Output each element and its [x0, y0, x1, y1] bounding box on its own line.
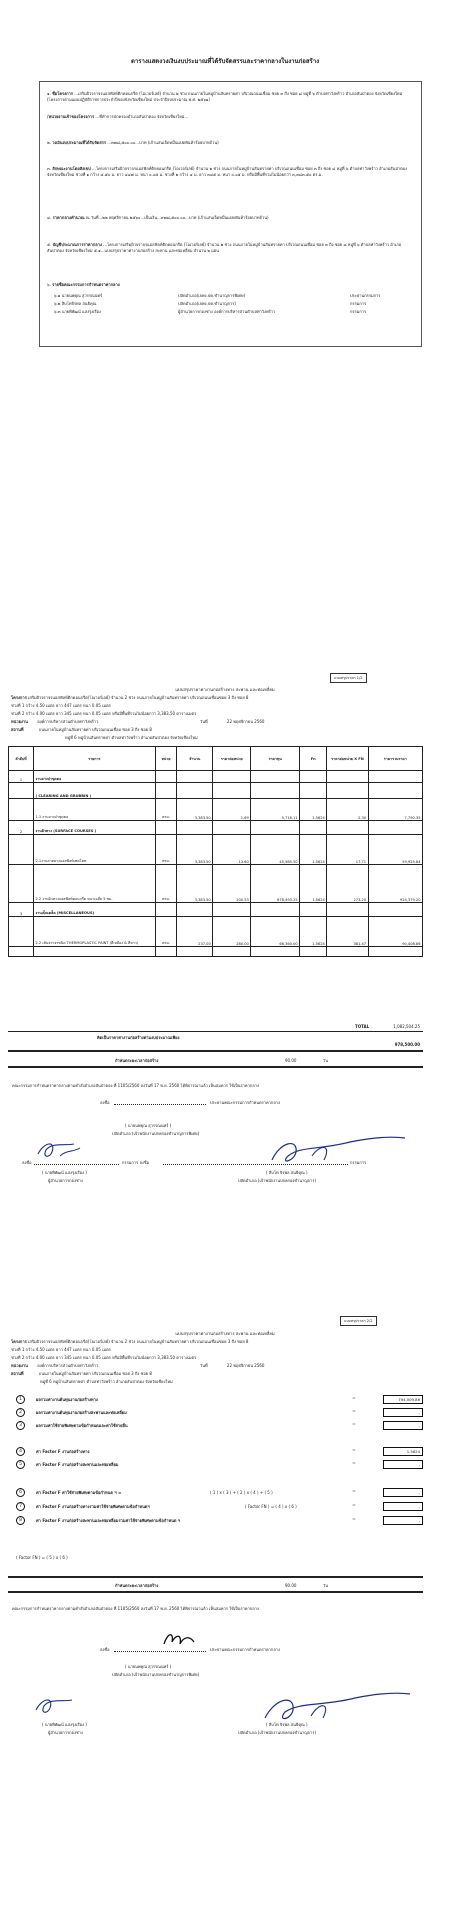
cell-empty: [368, 947, 422, 957]
cell-unit: ตรม.: [155, 865, 177, 903]
committee-1: [54, 293, 102, 298]
cell-empty: [300, 947, 327, 957]
item-number-circle: 2: [16, 1408, 25, 1417]
cell-item: 2.2 เส้นจราจรชนิด THERMOPLASTIC PAINT (สีเหลือง & สีขาว): [33, 917, 155, 947]
cell-qty: 237.00: [177, 917, 213, 947]
sig-position: ผู้อำนวยการกองช่าง: [48, 1730, 83, 1735]
cell-item: 2.2 งานผิวทางแอสฟัลท์คอนกรีต หนาเฉลี่ย 5 ซม.: [33, 865, 155, 903]
cell-qty: [177, 771, 213, 783]
item-number: ๕.: [47, 242, 52, 247]
summary-value: -: [383, 1502, 423, 1511]
table-header-row: [9, 747, 423, 771]
summary-value: 794,009.86: [383, 1395, 423, 1404]
cell-price: [213, 771, 251, 783]
duration-label: กำหนดระยะเวลาก่อสร้าง: [115, 1583, 159, 1588]
place-line: [11, 727, 152, 732]
formula-7: ( Factor FN ) = ( 4 ) x ( 6 ): [245, 1504, 297, 1509]
summary-label: ค่า Factor F งานก่อสร้างทางรวมค่าใช้จ่ายพิเศษตามข้อกำหนดฯ: [36, 1504, 150, 1509]
summary-label: ค่า Factor F งานก่อสร้างสะพานและท่อเหลี่ยมรวมค่าใช้จ่ายพิเศษตามข้อกำหนด ฯ: [36, 1518, 181, 1523]
unit-label: หน่วยงาน: [11, 719, 28, 724]
cell-item: ( CLEARING AND GRUBBIN ): [33, 783, 155, 799]
committee-note: คณะกรรมการกำหนดราคากลางตามคำสั่งอำเภอสันป่าตอง ที่ 1105/2560 ลงวันที่ 17 พ.ย. 2560 ได้พิจารณาแล้ว เห็นสมควร ใช้เป็นราคากลาง: [12, 1083, 259, 1088]
committee-position: ปลัดอำเภอ(เจพง.ปค.ชำนาญการ): [178, 301, 236, 306]
table-row: [9, 917, 423, 947]
committee-no: ๖.๑: [54, 293, 61, 298]
page2-heading: แบบสรุปราคาค่างานก่อสร้างทาง สะพาน และท่อเหลี่ยม: [175, 687, 275, 692]
item-5: [47, 242, 417, 253]
committee-name: สิบโทจิรพล สนธิคุณ: [61, 301, 97, 306]
equals-sign: =: [352, 1422, 356, 1427]
cell-fn: [300, 821, 327, 835]
sig-name: ( สิบโท จิรพล สนธิคุณ ): [266, 1170, 308, 1175]
cell-total: 90,408.86: [368, 917, 422, 947]
cell-unitfn: [327, 771, 368, 783]
item-number: ๓.: [47, 166, 52, 171]
sig-label: ลงชื่อ: [100, 1647, 110, 1652]
date-label: วันที่: [200, 1363, 208, 1368]
cell-empty: [251, 947, 300, 957]
cell-no: [9, 865, 34, 903]
project-line: [11, 1339, 248, 1344]
sig-position: ปลัดอำเภอ (เจ้าพนักงานปกครองชำนาญการ): [238, 1178, 317, 1183]
item-text: ...โครงการเสริมผิวจราจรแอสฟัลท์ติกคอนกรีต (โอเวอร์เลย์) จำนวน ๒ ช่วง ถนนภายในหมู่บ้านสันทรายค่า บริเวณถนนเชื่อม ซอย ๓ ถึง ซอย ๘ หมู่ที่ ๖ ตำบลท่าวังพร้าว อำเภอสันป่าตอง จังหวัดเชียงใหม่ ช่วงที่ ๑ กว้าง ๔.๕๐ ม. ยาว ๔๔๗ ม. หนา ๐.๐๕ ม. ช่วงที่ ๒ กว้าง ๔ ม. ยาว ๓๔๕ ม. หนา ๐.๐๕ ม. หรือมีพื้นที่รวมไม่น้อยกว่า ๓,๓๘๓.๕๐ ตร.ม.: [47, 166, 408, 177]
sig-name: ( นายพิพัฒน์ แสงรุ่งเรือง ): [42, 1722, 87, 1727]
unit-line: [11, 1363, 98, 1368]
table-row: [9, 799, 423, 821]
page-tag: แบบสรุปราคา 2/2: [340, 1316, 377, 1326]
committee-no: ๖.๒: [54, 301, 61, 306]
summary-label: ค่า Factor F งานก่อสร้างสะพานและท่อเหลี่ยม: [36, 1462, 119, 1467]
committee-2: [54, 301, 96, 306]
section1-line: ช่วงที่ 1 กว้าง 4.50 เมตร ยาว 447 เมตร หนา 0.05 เมตร: [11, 703, 111, 708]
date-value: 22 พฤศจิกายน 2560: [226, 719, 265, 724]
col-header: หน่วย: [155, 747, 177, 771]
committee-note: คณะกรรมการกำหนดราคากลางตามคำสั่งอำเภอสันป่าตอง ที่ 1105/2560 ลงวันที่ 17 พ.ย. 2560 ได้พิจารณาแล้ว เห็นสมควร ใช้เป็นราคากลาง: [12, 1606, 259, 1611]
cell-no: [9, 917, 34, 947]
col-header: ราคารวมราคา: [368, 747, 422, 771]
item-4: [47, 215, 417, 221]
item-6: [47, 282, 417, 288]
col-header: ราคาทุน: [251, 747, 300, 771]
cell-no: [9, 799, 34, 821]
committee-role: กรรมการ: [350, 301, 367, 306]
item-number-circle: 3: [16, 1421, 25, 1430]
equals-sign: =: [352, 1461, 356, 1466]
cell-price: 13.60: [213, 835, 251, 865]
sum-value: 978,500.00: [394, 1042, 420, 1047]
cell-fn: 1.5624: [300, 917, 327, 947]
equals-sign: =: [352, 1396, 356, 1401]
cell-price: [213, 903, 251, 917]
section1-line: ช่วงที่ 1 กว้าง 4.50 เมตร ยาว 447 เมตร หนา 0.05 เมตร: [11, 1347, 111, 1352]
cell-price: [213, 821, 251, 835]
section2-line: ช่วงที่ 2 กว้าง 4.00 เมตร ยาว 345 เมตร หนา 0.05 เมตร หรือมีพื้นที่รวมไม่น้อยกว่า 3,383.50 ตารางเมตร: [11, 711, 197, 716]
cell-qty: [177, 903, 213, 917]
item-number: ๒.: [47, 140, 51, 145]
equals-sign: =: [352, 1517, 356, 1522]
cell-cost: [251, 903, 300, 917]
summary-label: ผลรวมค่างานต้นทุนงานก่อสร้างสะพานและท่อเหลี่ยม: [36, 1410, 127, 1415]
cell-qty: [177, 821, 213, 835]
cell-unitfn: 273.20: [327, 865, 368, 903]
summary-value: -: [383, 1408, 423, 1417]
cell-item: งานถางป่าขุดตอ: [33, 771, 155, 783]
place-line-2: หมู่ที่ 6 หมู่บ้านสันทรายค่า ตำบลท่าวังพร้าว อำเภอสันป่าตอง จังหวัดเชียงใหม่: [40, 1379, 173, 1384]
item-number: ๑.: [47, 91, 51, 96]
page1-title: ตารางแสดงวงเงินงบประมาณที่ได้รับจัดสรรและราคากลางในงานก่อสร้าง: [130, 58, 320, 65]
item-number-circle: 7: [16, 1502, 25, 1511]
item-text: ...เสริมผิวจราจรแอสฟัลท์ติกคอนกรีต (โอเวอร์เลย์) จำนวน ๒ ช่วง ถนนภายในหมู่บ้านสันทรายค่า บริเวณถนนเชื่อม ซอย ๓ ถึง ซอย ๘ หมู่ที่ ๖ ตำบลท่าวังพร้าว อำเภอสันป่าตอง จังหวัดเชียงใหม่ (โครงการตามแผนปฏิบัติราชการประจำปีของจังหวัดเชียงใหม่ ประจำปีงบประมาณ พ.ศ. ๒๕๖๑): [47, 91, 403, 102]
cell-cost: 66,360.00: [251, 917, 300, 947]
equals-sign: =: [352, 1409, 356, 1414]
unit-value: องค์การบริหารส่วนตำบลท่าวังพร้าว: [37, 1363, 99, 1368]
duration-value: 90.00: [285, 1058, 297, 1063]
sig-name: ( สิบโท จิรพล สนธิคุณ ): [266, 1722, 308, 1727]
place-value: ถนนภายในหมู่บ้านสันทรายค่า บริเวณถนนเชื่อม ซอย 3 ถึง ซอย 8: [38, 727, 152, 732]
divider-double: [8, 1066, 423, 1068]
cell-no: [9, 783, 34, 799]
cell-empty: [155, 947, 177, 957]
sig-line: [114, 1104, 206, 1105]
formula-6: ( 1 ) x ( 3 ) + ( 2 ) x ( 4 ) + ( 5 ): [210, 1490, 273, 1495]
unit-line: [11, 719, 98, 724]
signature-scribble: [260, 1132, 410, 1168]
cell-no: [9, 835, 34, 865]
item-text: ...โครงการเสริมผิวจราจรแอสฟัลท์ติกคอนกรีต (โอเวอร์เลย์) จำนวน ๒ ช่วง ถนนภายในหมู่บ้านสันทรายค่า บริเวณถนนเชื่อม ซอย ๓ ถึง ซอย ๘ หมู่ที่ ๖ ตำบลท่าวังพร้าว อำเภอสันป่าตอง จังหวัดเชียงใหม่ ๕.๑...แบบสรุปราคาค่างานก่อสร้าง สะพาน และท่อเหลี่ยม จำนวน ๒ แผ่น: [47, 242, 402, 253]
col-header: ราคาต่อหน่วย X FN: [327, 747, 368, 771]
date-label: วันที่: [200, 719, 208, 724]
item-number-circle: 4: [16, 1447, 25, 1456]
committee-position: ผู้อำนวยการกองช่าง องค์การบริหารส่วนตำบลท่าวังพร้าว: [178, 309, 276, 314]
cell-qty: 3,383.50: [177, 799, 213, 821]
item-label: บัญชีประมาณการราคากลาง: [52, 242, 102, 247]
divider: [8, 1031, 423, 1032]
item-3: [47, 166, 417, 177]
date-line: [200, 1363, 264, 1368]
cell-cost: 678,493.25: [251, 865, 300, 903]
cell-fn: 1.5624: [300, 865, 327, 903]
cell-cost: [251, 783, 300, 799]
committee-name: นายนพคุณ สุวรรณนทร์: [61, 293, 103, 298]
col-header: รายการ: [33, 747, 155, 771]
table-row: [9, 865, 423, 903]
summary-label: ผลรวมค่างานต้นทุนงานก่อสร้างทาง: [36, 1397, 98, 1402]
item-label: ราคากลางคำนวณ: [52, 215, 85, 220]
item-number: ๖.: [47, 282, 51, 287]
cell-empty: [33, 947, 155, 957]
sig-label: ลงชื่อ: [22, 1160, 32, 1165]
duration-label: กำหนดระยะเวลาก่อสร้าง: [115, 1058, 159, 1063]
project-label: โครงการ: [11, 1339, 27, 1344]
cell-unitfn: [327, 903, 368, 917]
item-label: ชื่อโครงการ: [52, 91, 73, 96]
cell-total: [368, 771, 422, 783]
cell-no: 3: [9, 903, 34, 917]
cell-cost: 5,718.11: [251, 799, 300, 821]
sig-role: กรรมการ: [350, 1160, 367, 1165]
signature-scribble: [255, 1690, 415, 1726]
cell-unitfn: 2.30: [327, 799, 368, 821]
cell-price: [213, 783, 251, 799]
committee-3: [54, 309, 101, 314]
committee-role: ประธานกรรมการ: [350, 293, 381, 298]
col-header: จำนวน: [177, 747, 213, 771]
signature-scribble-chair: [160, 1628, 200, 1650]
duration-unit: วัน: [323, 1058, 328, 1063]
cell-cost: [251, 821, 300, 835]
cell-cost: 45,985.50: [251, 835, 300, 865]
committee-no: ๖.๓: [54, 309, 61, 314]
project-text: เสริมผิวจราจรแอสฟัลท์ติกคอนกรีต(โอเวอร์เลย์) จำนวน 2 ช่วง ถนนภายในหมู่บ้านสันทรายค่า บริเวณถนนเชื่อมซอย 3 ถึง ซอย 8: [28, 1339, 249, 1344]
section2-line: ช่วงที่ 2 กว้าง 4.00 เมตร ยาว 345 เมตร หนา 0.05 เมตร หรือมีพื้นที่รวมไม่น้อยกว่า 3,383.50 ตารางเมตร: [11, 1355, 197, 1360]
cell-fn: [300, 783, 327, 799]
item-number-circle: 1: [16, 1395, 25, 1404]
project-line: [11, 695, 248, 700]
duration-unit: วัน: [323, 1583, 328, 1588]
divider-double: [8, 1591, 423, 1593]
cell-empty: [327, 947, 368, 957]
cell-fn: [300, 903, 327, 917]
cell-unit: [155, 903, 177, 917]
cell-item: งานผิวทาง (SURFACE COURSES ): [33, 821, 155, 835]
duration-value: 90.00: [285, 1583, 297, 1588]
col-header: ลำดับที่: [9, 747, 34, 771]
divider-double: [8, 1050, 423, 1052]
sig-role: กรรมการ ลงชื่อ: [122, 1160, 149, 1165]
summary-value: -: [383, 1421, 423, 1430]
table-row: [9, 903, 423, 917]
table-row: [9, 835, 423, 865]
cell-unitfn: [327, 821, 368, 835]
equals-sign: =: [352, 1489, 356, 1494]
table-row: [9, 771, 423, 783]
sig-name: ( นายนพคุณ สุวรรณนทร์ ): [125, 1664, 172, 1669]
summary-label: ค่า Factor F ค่าใช้จ่ายพิเศษตามข้อกำหนด ฯ =: [36, 1490, 122, 1495]
cell-unit: [155, 821, 177, 835]
divider-double: [8, 1576, 423, 1578]
item-1b: [47, 114, 417, 120]
cell-price: 200.53: [213, 865, 251, 903]
unit-value: องค์การบริหารส่วนตำบลท่าวังพร้าว: [37, 719, 99, 724]
signature-scribble-left: [30, 1136, 90, 1162]
summary-value: 1.5624: [383, 1447, 423, 1456]
cell-no: 1: [9, 771, 34, 783]
item-number-circle: 8: [16, 1516, 25, 1525]
item-2: [47, 140, 417, 146]
cell-total: 7,790.35: [368, 799, 422, 821]
signature-scribble-left: [28, 1692, 88, 1718]
cell-qty: [177, 783, 213, 799]
sum-label: คิดเป็นราคาค่างานก่อสร้างตามงบประมาณเพียง: [97, 1035, 180, 1040]
cell-unit: [155, 771, 177, 783]
sig-position: ปลัดอำเภอ (เจ้าพนักงานปกครองชำนาญการพิเศษ): [112, 1131, 200, 1136]
total-label: TOTAL: [355, 1024, 370, 1029]
place-label: สถานที่: [11, 727, 24, 732]
cell-empty: [213, 947, 251, 957]
summary-value: -: [383, 1516, 423, 1525]
equals-sign: =: [352, 1503, 356, 1508]
cell-no: 2: [9, 821, 34, 835]
cell-fn: 1.5624: [300, 799, 327, 821]
item-label: /หน่วยงานเจ้าของโครงการ: [47, 114, 95, 119]
sig-line: [163, 1164, 348, 1165]
page3-heading: แบบสรุปราคาค่างานก่อสร้างทาง สะพาน และท่อเหลี่ยม: [175, 1331, 275, 1336]
formula-8: ( Factor FN ) = ( 5 ) x ( 6 ): [16, 1555, 68, 1560]
cell-total: [368, 783, 422, 799]
item-text: ณ วันที่...๒๒ พฤศจิกายน ๒๕๖๐...เป็นเงิน...๙๗๘,๕๐๐.๐๐...บาท (เก้าแสนเจ็ดหมื่นแปดพันห้าร้อยบาทถ้วน): [85, 215, 269, 220]
cell-fn: [300, 771, 327, 783]
estimate-table: [8, 746, 423, 957]
equals-sign: =: [352, 1448, 356, 1453]
committee-name: นายพิพัฒน์ แสงรุ่งเรือง: [61, 309, 101, 314]
cell-unit: ตรม.: [155, 835, 177, 865]
table-row: [9, 783, 423, 799]
cell-total: 924,379.20: [368, 865, 422, 903]
cell-qty: 3,383.50: [177, 865, 213, 903]
item-label: รายชื่อคณะกรรมการกำหนดราคากลาง: [52, 282, 120, 287]
summary-value: -: [383, 1488, 423, 1497]
item-text: ...๓๗๘,๕๐๐.๐๐...บาท (เก้าแสนเจ็ดหมื่นแปดพันห้าร้อยบาทถ้วน): [107, 140, 219, 145]
cell-unitfn: 17.71: [327, 835, 368, 865]
item-label: ลักษณะงานโดยสังเขป: [52, 166, 91, 171]
place-value: ถนนภายในหมู่บ้านสันทรายค่า บริเวณถนนเชื่อม ซอย 3 ถึง ซอย 8: [38, 1371, 152, 1376]
cell-unit: ตรม.: [155, 799, 177, 821]
cell-total: [368, 903, 422, 917]
item-label: วงเงินงบประมาณที่ได้รับจัดสรร: [52, 140, 106, 145]
item-1: [47, 91, 417, 102]
sig-role: ประธานคณะกรรมการกำหนดราคากลาง: [210, 1100, 280, 1105]
place-line-2: หมู่ที่ 6 หมู่บ้านสันทรายค่า ตำบลท่าวังพร้าว อำเภอสันป่าตอง จังหวัดเชียงใหม่: [65, 735, 198, 740]
cell-qty: 3,383.50: [177, 835, 213, 865]
cell-price: 280.00: [213, 917, 251, 947]
sig-name: ( นายนพคุณ สุวรรณนทร์ ): [125, 1123, 172, 1128]
cell-unit: [155, 783, 177, 799]
sig-line: [34, 1164, 119, 1165]
sig-role: ประธานคณะกรรมการกำหนดราคากลาง: [210, 1647, 280, 1652]
item-number-circle: 5: [16, 1460, 25, 1469]
cell-total: 59,925.84: [368, 835, 422, 865]
project-label: โครงการ: [11, 695, 27, 700]
sig-label: ลงชื่อ: [100, 1100, 110, 1105]
sig-line: [114, 1651, 206, 1652]
date-line: [200, 719, 264, 724]
cell-item: งานเบ็ดเตล็ด (MISCELLANEOUS): [33, 903, 155, 917]
cell-unit: ตรม.: [155, 917, 177, 947]
committee-position: ปลัดอำเภอ(เจพง.ปค.ชำนาญการพิเศษ): [178, 293, 246, 298]
col-header: ราคาต่อหน่วย: [213, 747, 251, 771]
sig-position: ปลัดอำเภอ (เจ้าพนักงานปกครองชำนาญการพิเศษ): [112, 1672, 200, 1677]
cell-empty: [9, 947, 34, 957]
project-info-box: [39, 81, 422, 347]
cell-item: 1.1 งานถางป่าขุดตอ: [33, 799, 155, 821]
cell-price: 1.69: [213, 799, 251, 821]
table-row: [9, 947, 423, 957]
cell-empty: [177, 947, 213, 957]
item-text: ...ที่ทำการปกครองอำเภอสันป่าตอง จังหวัดเชียงใหม่...: [95, 114, 189, 119]
summary-label: ค่า Factor F งานก่อสร้างทาง: [36, 1449, 90, 1454]
page-tag: แบบสรุปราคา 1/2: [330, 673, 367, 683]
cell-unitfn: 381.47: [327, 917, 368, 947]
sig-name: ( นายพิพัฒน์ แสงรุ่งเรือง ): [42, 1170, 87, 1175]
committee-role: กรรมการ: [350, 309, 367, 314]
unit-label: หน่วยงาน: [11, 1363, 28, 1368]
project-text: เสริมผิวจราจรแอสฟัลท์ติกคอนกรีต(โอเวอร์เลย์) จำนวน 2 ช่วง ถนนภายในหมู่บ้านสันทรายค่า บริเวณถนนเชื่อมซอย 3 ถึง ซอย 8: [28, 695, 249, 700]
total-value: 1,082,504.25: [393, 1024, 420, 1029]
date-value: 22 พฤศจิกายน 2560: [226, 1363, 265, 1368]
col-header: Fn: [300, 747, 327, 771]
sig-position: ปลัดอำเภอ (เจ้าพนักงานปกครองชำนาญการ): [238, 1730, 317, 1735]
place-label: สถานที่: [11, 1371, 24, 1376]
cell-cost: [251, 771, 300, 783]
cell-fn: 1.5624: [300, 835, 327, 865]
cell-unitfn: [327, 783, 368, 799]
cell-total: [368, 821, 422, 835]
place-line: [11, 1371, 152, 1376]
item-number-circle: 6: [16, 1488, 25, 1497]
sig-position: ผู้อำนวยการกองช่าง: [48, 1178, 83, 1183]
summary-label: ผลรวมค่าใช้จ่ายพิเศษตามข้อกำหนดและค่าใช้จ่ายอื่น: [36, 1423, 128, 1428]
summary-value: -: [383, 1460, 423, 1469]
item-number: ๔.: [47, 215, 52, 220]
table-row: [9, 821, 423, 835]
cell-item: 2.1งานลาดยางแอสฟัลท์เทคโคท: [33, 835, 155, 865]
